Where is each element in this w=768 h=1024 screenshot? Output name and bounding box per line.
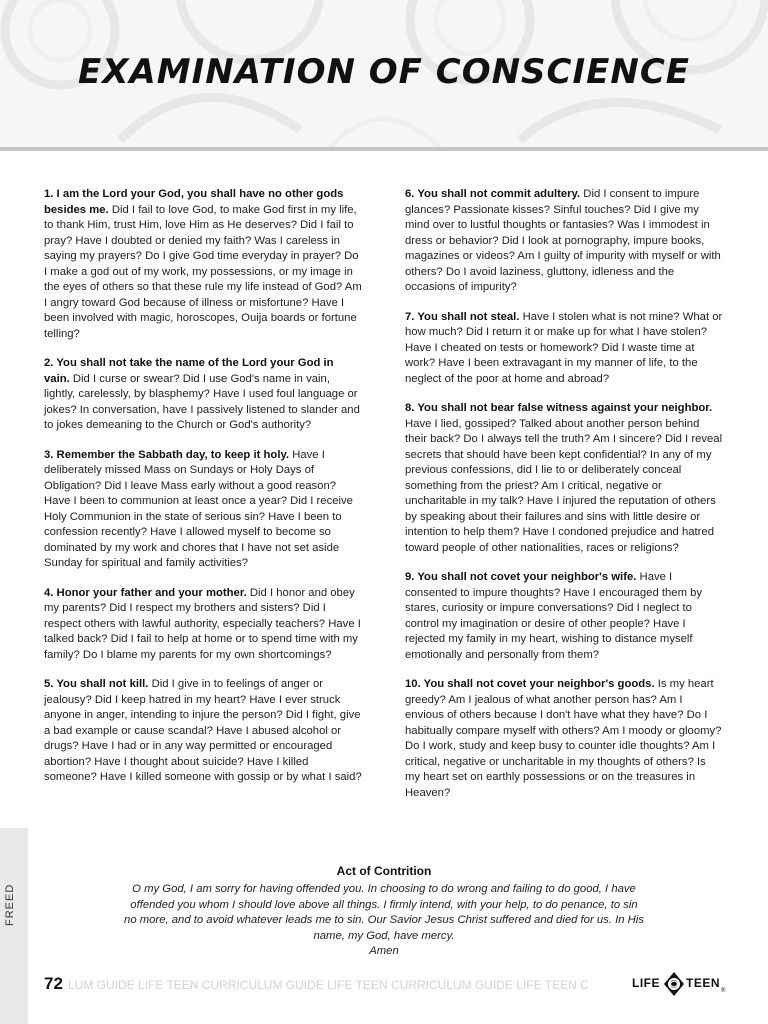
- commandment-text: Have I deliberately missed Mass on Sundays or Holy Days of Obligation? Did I leave Mass early without a good reason? Have I been to communion at least once a year? Did I receive Holy Communion in the state of serious sin? Have I been to confession recently? Have I allowed myself to become so dominated by my work and chores that I have not set aside Sunday for spiritual and family activities?: [44, 448, 353, 569]
- commandment-text: Have I consented to impure thoughts? Have I encouraged them by stares, curiosity or impure conversations? Did I neglect to control my imagination or desire of other people? Have I rejected my family in my heart, wishing to distance myself emotionally and personally from them?: [405, 571, 703, 661]
- commandment-text: Did I curse or swear? Did I use God's name in vain, lightly, carelessly, by blasphemy? Have I used foul language or jokes? In conversation, have I passively listened to slander and to jokes demeaning to the Church or God's authority?: [44, 372, 360, 431]
- commandment-4: [44, 586, 362, 664]
- header-band: [0, 0, 768, 148]
- page-title: EXAMINATION OF CONSCIENCE: [77, 52, 690, 92]
- commandment-heading: 8. You shall not bear false witness against your neighbor.: [405, 402, 713, 414]
- commandment-text: Is my heart greedy? Am I jealous of what another person has? Am I envious of others because I don't have what they have? Do I habitually compare myself with others? Am I moody or gloomy? Do I work, study and keep busy to counter idle thoughts? Am I critical, negative or uncharitable in my thoughts of others? Is my heart set on earthly possessions or on the treasures in Heaven?: [405, 678, 722, 799]
- commandment-1: [44, 187, 362, 342]
- commandment-10: [405, 677, 723, 801]
- commandment-text: Have I lied, gossiped? Talked about another person behind their back? Do I always tell the truth? Am I sincere? Did I reveal secrets that should have been kept confidential? In any of my previous confessions, did I lie to or deliberately conceal something from the priest? Am I critical, negative or uncharitable in my talk? Have I injured the reputation of others by speaking about their failures and sins with little desire or intention to help them? Have I condoned prejudice and hatred toward people of other nationalities, races or religions?: [405, 417, 723, 554]
- header-divider: [0, 147, 768, 151]
- commandment-heading: 1. I am the Lord your God, you shall have no other gods besides me.: [44, 188, 344, 216]
- commandment-text: Did I consent to impure glances? Passionate kisses? Sinful touches? Did I give my mind over to lustful thoughts or fantasies? Was I immodest in dress or behavior? Did I look at pornography, impure books, magazines or videos? Am I guilty of impurity with myself or with others? Do I avoid laziness, gluttony, idleness and the occasions of impurity?: [405, 188, 721, 293]
- commandment-heading: 5. You shall not kill.: [44, 678, 149, 690]
- prayer-text: O my God, I am sorry for having offended you. In choosing to do wrong and failing to do good, I have offended you whom I should love above all things. I firmly intend, with your help, to do penance, to sin no more, and to avoid whatever leads me to sin. Our Savior Jesus Christ suffered and died for us. In His name, my God, have mercy.: [124, 883, 644, 942]
- logo-text-left: LIFE: [632, 976, 660, 990]
- commandment-6: [405, 187, 723, 296]
- act-of-contrition: [0, 864, 768, 960]
- commandment-heading: 9. You shall not covet your neighbor's wife.: [405, 571, 637, 583]
- prayer-title: Act of Contrition: [336, 864, 432, 878]
- footer-running-text: LUM GUIDE LIFE TEEN CURRICULUM GUIDE LIFE TEEN CURRICULUM GUIDE LIFE TEEN C: [68, 978, 589, 992]
- page-number: 72: [44, 974, 63, 993]
- commandment-3: [44, 448, 362, 572]
- side-label: FREED: [4, 883, 16, 927]
- commandment-text: Have I stolen what is not mine? What or how much? Did I return it or make up for what I have stolen? Have I cheated on tests or homework? Did I waste time at work? Have I been extravagant in my manner of life, to the neglect of the poor at home and abroad?: [405, 310, 723, 385]
- commandment-text: Did I fail to love God, to make God first in my life, to thank Him, trust Him, love Him as He deserves? Did I fail to pray? Have I doubted or denied my faith? Was I careless in saying my prayers? Do I give God time everyday in prayer? Do I make a god out of my work, my possessions, or my image in the eyes of others so that these rule my life instead of God? Am I angry toward God because of illness or misfortune? Have I been involved with magic, horoscopes, Ouija boards or fortune telling?: [44, 203, 362, 340]
- commandment-heading: 7. You shall not steal.: [405, 310, 520, 323]
- commandment-7: [405, 310, 723, 388]
- commandment-heading: 2. You shall not take the name of the Lord your God in vain.: [44, 357, 334, 385]
- logo-text-right: TEEN: [686, 976, 721, 990]
- prayer-closing: Amen: [369, 945, 399, 957]
- commandment-heading: 6. You shall not commit adultery.: [405, 188, 581, 200]
- commandment-text: Did I honor and obey my parents? Did I respect my brothers and sisters? Did I respect others with lawful authority, especially teachers? Have I talked back? Did I fail to help at home or to spend time with my family? Do I blame my parents for my own shortcomings?: [44, 586, 361, 661]
- commandment-heading: 3. Remember the Sabbath day, to keep it holy.: [44, 448, 290, 461]
- commandment-2: [44, 356, 362, 434]
- right-column: [405, 187, 723, 815]
- commandment-5: [44, 677, 362, 786]
- logo-swirl-icon: [663, 971, 685, 997]
- commandment-heading: 4. Honor your father and your mother.: [44, 586, 247, 599]
- commandment-heading: 10. You shall not covet your neighbor's goods.: [405, 678, 655, 690]
- left-column: [44, 187, 362, 800]
- commandment-text: Did I give in to feelings of anger or jealousy? Did I keep hatred in my heart? Have I ever struck anyone in anger, intending to injure the person? Did I fight, give a bad example or cause scandal? Have I abused alcohol or drugs? Have I had or in any way permitted or encouraged abortion? Have I thought about suicide? Have I killed someone? Have I killed someone with gossip or by what I said?: [44, 678, 362, 783]
- registered-mark: ®: [721, 988, 726, 994]
- life-teen-logo: [628, 968, 728, 1000]
- commandment-8: [405, 401, 723, 556]
- prayer-body: [124, 882, 644, 960]
- commandment-9: [405, 570, 723, 663]
